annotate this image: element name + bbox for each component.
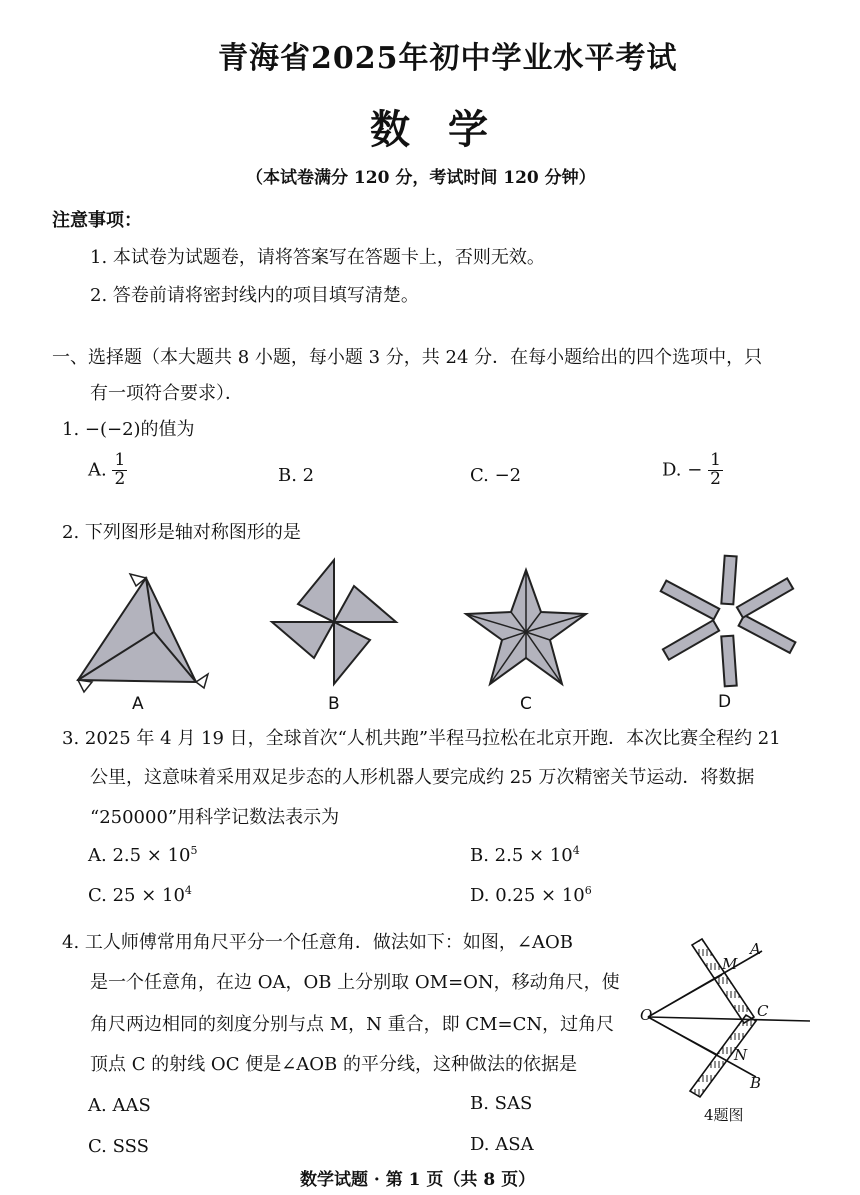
q3-option-d-exponent: 6 (584, 884, 592, 897)
figure-c-star (462, 566, 590, 690)
q1-option-b: B. 2 (278, 465, 315, 486)
q1-option-d (662, 452, 723, 489)
q4-point-c-label: C (757, 1002, 769, 1020)
q1-option-a-label: A. (88, 459, 107, 481)
q3-option-a-base: A. 2.5 × 10 (88, 845, 191, 866)
figure-d-label: D (718, 692, 732, 712)
q1-option-a-fraction (112, 452, 127, 489)
q3-line-2: 公里，这意味着采用双足步态的人形机器人要完成约 25 万次精密关节运动．将数据 (90, 767, 755, 788)
notice-item-2: 2. 答卷前请将密封线内的项目填写清楚。 (90, 285, 419, 306)
figure-a-label: A (132, 694, 144, 714)
q3-option-d (470, 884, 592, 906)
subject-title: 数学 (370, 106, 526, 153)
q3-option-c-exponent: 4 (184, 884, 192, 897)
q4-point-o-label: O (640, 1006, 653, 1024)
q3-option-d-base: D. 0.25 × 10 (470, 885, 585, 906)
q3-line-3: “250000”用科学记数法表示为 (90, 807, 340, 828)
q1-option-d-label: D. − (662, 459, 703, 481)
q3-option-b (470, 844, 580, 866)
fraction-numerator: 1 (710, 450, 721, 470)
notice-item-1: 1. 本试卷为试题卷，请将答案写在答题卡上，否则无效。 (90, 247, 545, 268)
q2-stem: 2. 下列图形是轴对称图形的是 (62, 522, 301, 543)
q1-stem: 1. −(−2)的值为 (62, 419, 195, 440)
exam-subtitle: （本试卷满分 120 分，考试时间 120 分钟） (246, 168, 596, 188)
q4-point-m-label: M (722, 955, 738, 973)
figure-d-bars (652, 552, 802, 692)
q4-figure-caption: 4题图 (704, 1106, 744, 1124)
q4-line-1: 4. 工人师傅常用角尺平分一个任意角．做法如下：如图，∠AOB (62, 932, 573, 953)
q4-line-2: 是一个任意角，在边 OA，OB 上分别取 OM=ON，移动角尺，使 (90, 972, 620, 993)
section1-heading-line1: 一、选择题（本大题共 8 小题，每小题 3 分，共 24 分．在每小题给出的四个选项中，只 (52, 347, 763, 368)
notice-heading: 注意事项： (52, 210, 142, 231)
q3-option-c-base: C. 25 × 10 (88, 885, 185, 906)
page-footer: 数学试题 · 第 1 页（共 8 页） (300, 1170, 536, 1190)
q4-option-c: C. SSS (88, 1136, 149, 1157)
q4-option-d: D. ASA (470, 1134, 534, 1155)
q3-option-a-exponent: 5 (190, 844, 198, 857)
fraction-denominator: 2 (114, 468, 126, 489)
q1-option-c: C. −2 (470, 465, 522, 486)
q1-option-a (88, 452, 127, 489)
q1-option-d-fraction (708, 452, 723, 489)
q4-point-b-label: B (750, 1074, 762, 1092)
q3-line-1: 3. 2025 年 4 月 19 日，全球首次“人机共跑”半程马拉松在北京开跑．本次比赛全程约 21 (62, 728, 781, 749)
q4-point-a-label: A (750, 940, 761, 958)
q3-option-b-exponent: 4 (572, 844, 580, 857)
q3-option-b-base: B. 2.5 × 10 (470, 845, 573, 866)
exam-title: 青海省2025年初中学业水平考试 (218, 41, 678, 76)
figure-b-label: B (328, 694, 340, 714)
q4-option-a: A. AAS (88, 1095, 151, 1116)
figure-c-label: C (520, 694, 532, 714)
fraction-numerator: 1 (114, 450, 126, 470)
q4-point-n-label: N (734, 1046, 748, 1064)
section1-heading-line2: 有一项符合要求）． (90, 383, 243, 404)
q3-option-a (88, 844, 198, 866)
q3-option-c (88, 884, 192, 906)
figure-b-pinwheel (268, 556, 400, 688)
figure-a-triangle (70, 570, 215, 695)
fraction-denominator: 2 (710, 468, 721, 489)
q4-line-4: 顶点 C 的射线 OC 便是∠AOB 的平分线，这种做法的依据是 (90, 1054, 577, 1075)
q4-line-3: 角尺两边相同的刻度分别与点 M，N 重合，即 CM=CN，过角尺 (90, 1014, 615, 1035)
q4-option-b: B. SAS (470, 1093, 533, 1114)
